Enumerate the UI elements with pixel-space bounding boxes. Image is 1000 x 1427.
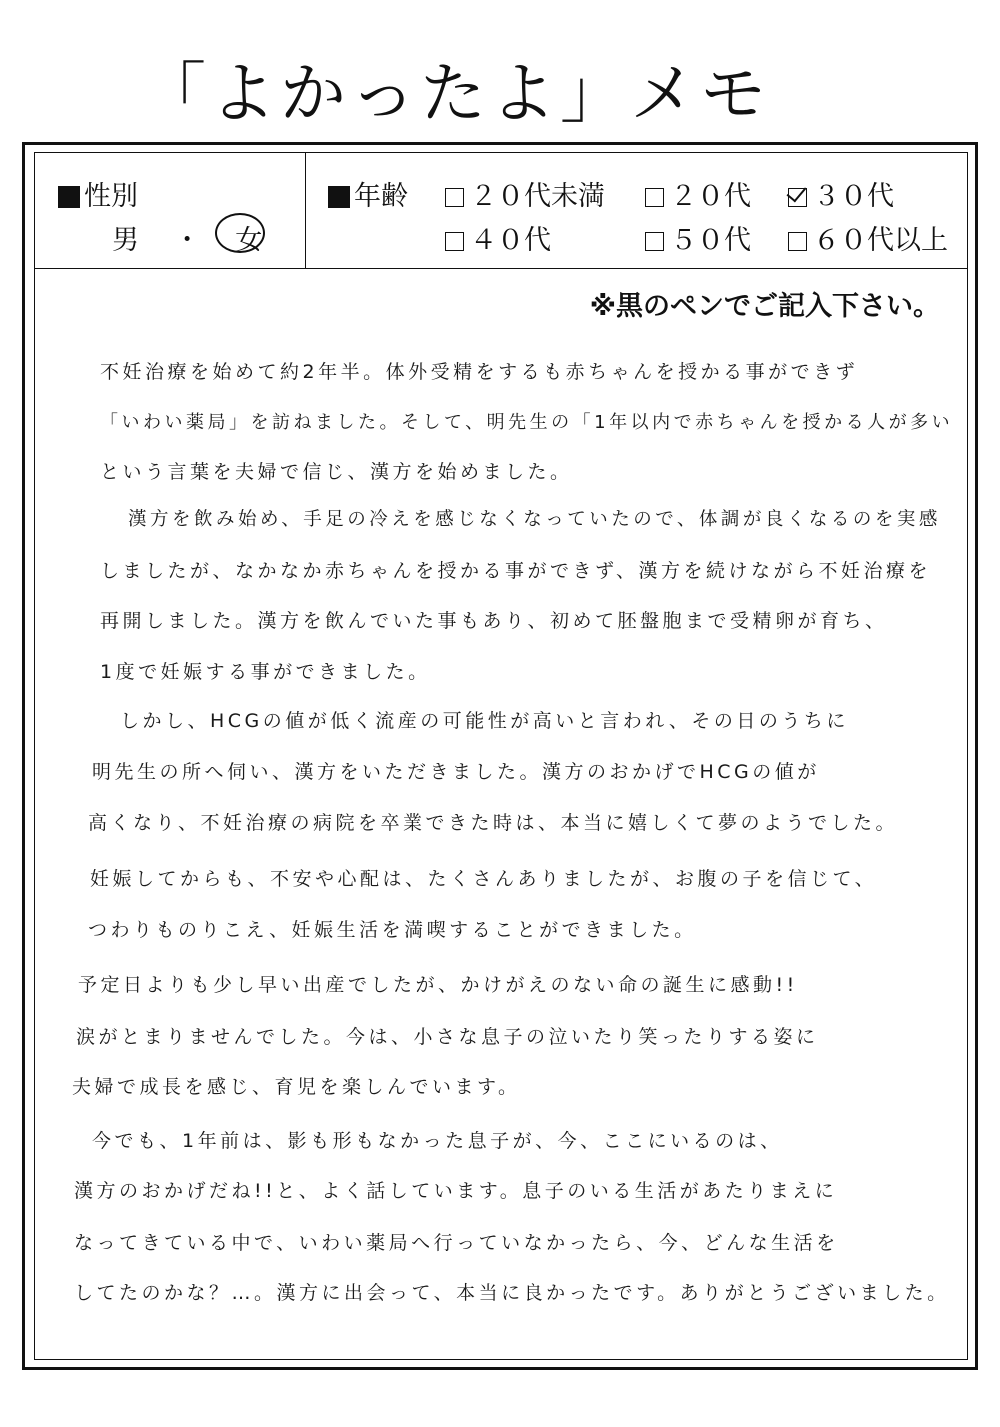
handwritten-line: 漢方を飲み始め、手足の冷えを感じなくなっていたので、体調が良くなるのを実感 <box>128 509 941 530</box>
handwritten-line: 漢方のおかげだね!!と、よく話しています。息子のいる生活があたりまえに <box>74 1180 838 1202</box>
checkbox-icon[interactable] <box>445 188 464 207</box>
square-bullet-icon <box>328 186 350 208</box>
page-title: 「よかったよ」メモ <box>140 55 770 132</box>
handwritten-line: 再開しました。漢方を飲んでいた事もあり、初めて胚盤胞まで受精卵が育ち、 <box>100 610 888 632</box>
checkbox-icon[interactable] <box>645 188 664 207</box>
handwritten-line: しましたが、なかなか赤ちゃんを授かる事ができず、漢方を続けながら不妊治療を <box>100 560 931 582</box>
header-divider <box>34 268 968 269</box>
handwritten-line: 高くなり、不妊治療の病院を卒業できた時は、本当に嬉しくて夢のようでした。 <box>88 812 899 834</box>
gender-female[interactable]: 女 <box>235 225 263 256</box>
female-circle-mark <box>215 213 265 253</box>
age-option-60s-plus[interactable]: ６０代以上 <box>788 218 948 257</box>
gender-separator: ・ <box>173 225 201 256</box>
handwritten-line: つわりものりこえ、妊娠生活を満喫することができました。 <box>88 919 697 941</box>
handwritten-line: 不妊治療を始めて約2年半。体外受精をするも赤ちゃんを授かる事ができず <box>100 361 859 383</box>
handwritten-line: 「いわい薬局」を訪ねました。そして、明先生の「1年以内で赤ちゃんを授かる人が多い <box>100 412 954 433</box>
handwritten-line: という言葉を夫婦で信じ、漢方を始めました。 <box>100 461 573 483</box>
gender-label: 性別 <box>58 174 138 213</box>
handwritten-line: しかし、HCGの値が低く流産の可能性が高いと言われ、その日のうちに <box>120 710 849 732</box>
age-label: 年齢 <box>328 174 408 213</box>
age-option-50s[interactable]: ５０代 <box>645 218 751 257</box>
handwritten-line: 妊娠してからも、不安や心配は、たくさんありましたが、お腹の子を信じて、 <box>90 868 878 890</box>
handwritten-line: してたのかな？…。漢方に出会って、本当に良かったです。ありがとうございました。 <box>74 1282 950 1304</box>
handwritten-line: 明先生の所へ伺い、漢方をいただきました。漢方のおかげでHCGの値が <box>92 761 820 783</box>
gender-male[interactable]: 男 <box>112 225 139 256</box>
pen-instruction: ※黒のペンでご記入下さい。 <box>589 291 940 322</box>
age-option-30s[interactable]: ３０代 <box>788 174 894 213</box>
checkbox-icon[interactable] <box>445 232 464 251</box>
handwritten-line: 夫婦で成長を感じ、育児を楽しんでいます。 <box>72 1076 521 1098</box>
checkbox-icon[interactable] <box>788 232 807 251</box>
age-option-40s[interactable]: ４０代 <box>445 218 551 257</box>
checkbox-checked-icon[interactable] <box>788 188 807 207</box>
age-option-under-20[interactable]: ２０代未満 <box>445 174 605 213</box>
handwritten-line: 涙がとまりませんでした。今は、小さな息子の泣いたり笑ったりする姿に <box>76 1026 819 1048</box>
handwritten-line: なってきている中で、いわい薬局へ行っていなかったら、今、どんな生活を <box>74 1232 839 1254</box>
handwritten-line: 今でも、1年前は、影も形もなかった息子が、今、ここにいるのは、 <box>92 1130 783 1152</box>
checkbox-icon[interactable] <box>645 232 664 251</box>
handwritten-line: 1度で妊娠する事ができました。 <box>100 661 431 683</box>
square-bullet-icon <box>58 186 80 208</box>
header-column-divider <box>305 152 306 268</box>
handwritten-line: 予定日よりも少し早い出産でしたが、かけがえのない命の誕生に感動!! <box>78 974 798 996</box>
age-option-20s[interactable]: ２０代 <box>645 174 751 213</box>
